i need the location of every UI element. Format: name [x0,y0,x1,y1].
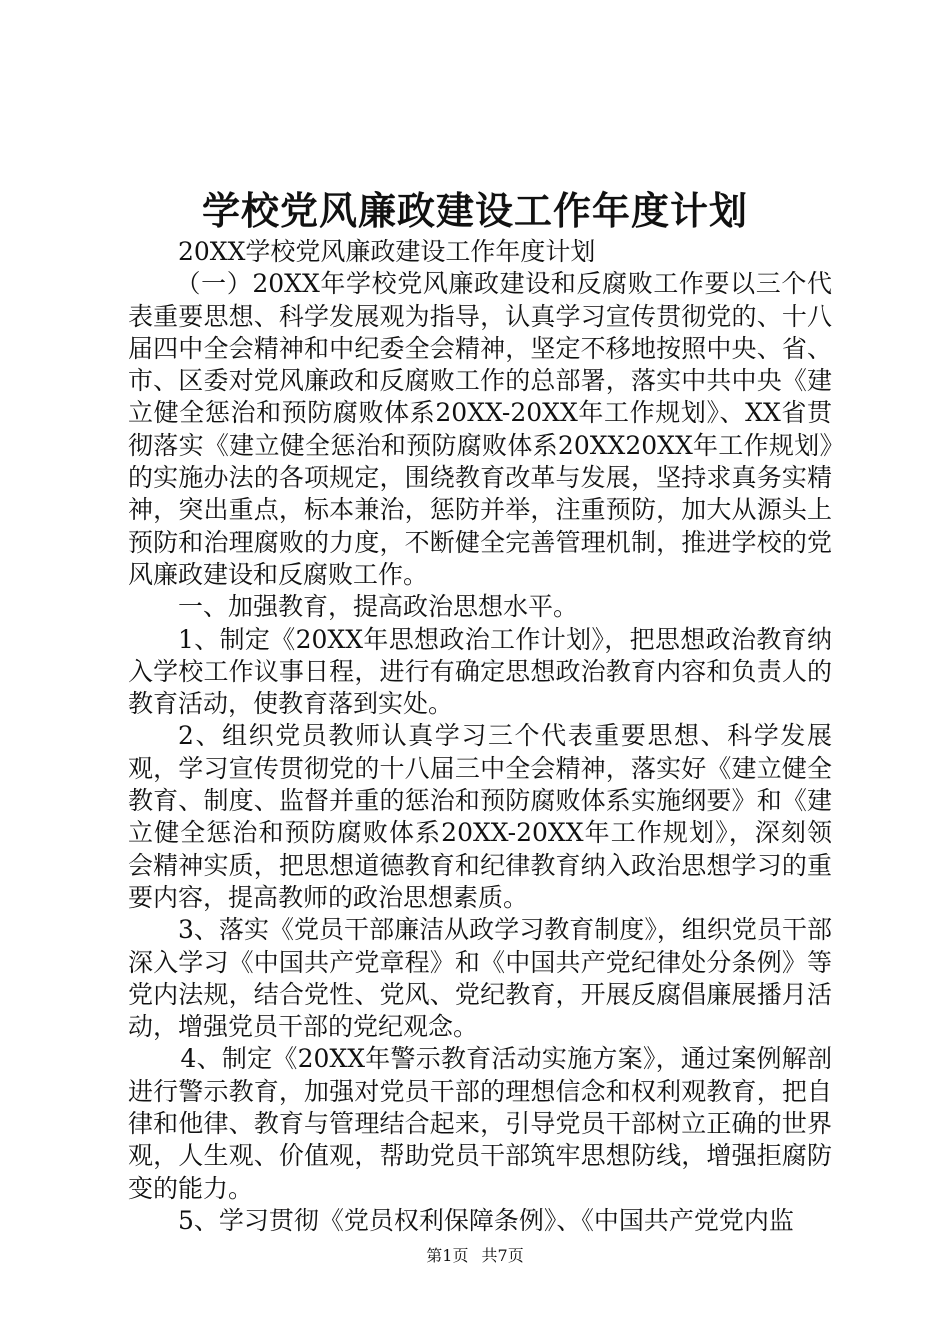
paragraph-item-1: 1、制定《20XX年思想政治工作计划》，把思想政治教育纳入学校工作议事日程，进行有确定思想政治教育内容和负责人的教育活动，使教育落到实处。 [128,624,832,719]
document-body [128,236,832,1237]
page-number: 第1页 [426,1246,469,1265]
document-title: 学校党风廉政建设工作年度计划 [201,188,748,233]
paragraph-subtitle: 20XX学校党风廉政建设工作年度计划 [178,237,596,266]
paragraph-intro: （一）20XX年学校党风廉政建设和反腐败工作要以三个代表重要思想、科学发展观为指导，认真学习宣传贯彻党的、十八届四中全会精神和中纪委全会精神，坚定不移地按照中央、省、市、区委对党风廉政和反腐败工作的总部署，落实中共中央《建立健全惩治和预防腐败体系20XX-20XX年工作规划》、XX省贯彻落实《建立健全惩治和预防腐败体系20XX20XX年工作规划》的实施办法的各项规定，围绕教育改革与发展，坚持求真务实精神，突出重点，标本兼治，惩防并举，注重预防，加大从源头上预防和治理腐败的力度，不断健全完善管理机制，推进学校的党风廉政建设和反腐败工作。 [128,269,832,589]
paragraph-item-2: 2、组织党员教师认真学习三个代表重要思想、科学发展观，学习宣传贯彻党的十八届三中全会精神，落实好《建立健全教育、制度、监督并重的惩治和预防腐败体系实施纲要》和《建立健全惩治和预防腐败体系20XX-20XX年工作规划》，深刻领会精神实质，把思想道德教育和纪律教育纳入政治思想学习的重要内容，提高教师的政治思想素质。 [128,721,832,912]
page-total: 共7页 [481,1246,524,1265]
paragraph-item-3: 3、落实《党员干部廉洁从政学习教育制度》，组织党员干部深入学习《中国共产党章程》和《中国共产党纪律处分条例》等党内法规，结合党性、党风、党纪教育，开展反腐倡廉展播月活动，增强党员干部的党纪观念。 [128,915,832,1042]
paragraph-item-5: 5、学习贯彻《党员权利保障条例》、《中国共产党党内监 [178,1205,794,1235]
paragraph-item-4: 4、制定《20XX年警示教育活动实施方案》，通过案例解剖进行警示教育，加强对党员干部的理想信念和权利观教育，把自律和他律、教育与管理结合起来，引导党员干部树立正确的世界观，人生观、价值观，帮助党员干部筑牢思想防线，增强拒腐防变的能力。 [128,1044,832,1203]
page-footer [0,1246,950,1266]
section-heading-education: 一、加强教育，提高政治思想水平。 [178,592,579,622]
